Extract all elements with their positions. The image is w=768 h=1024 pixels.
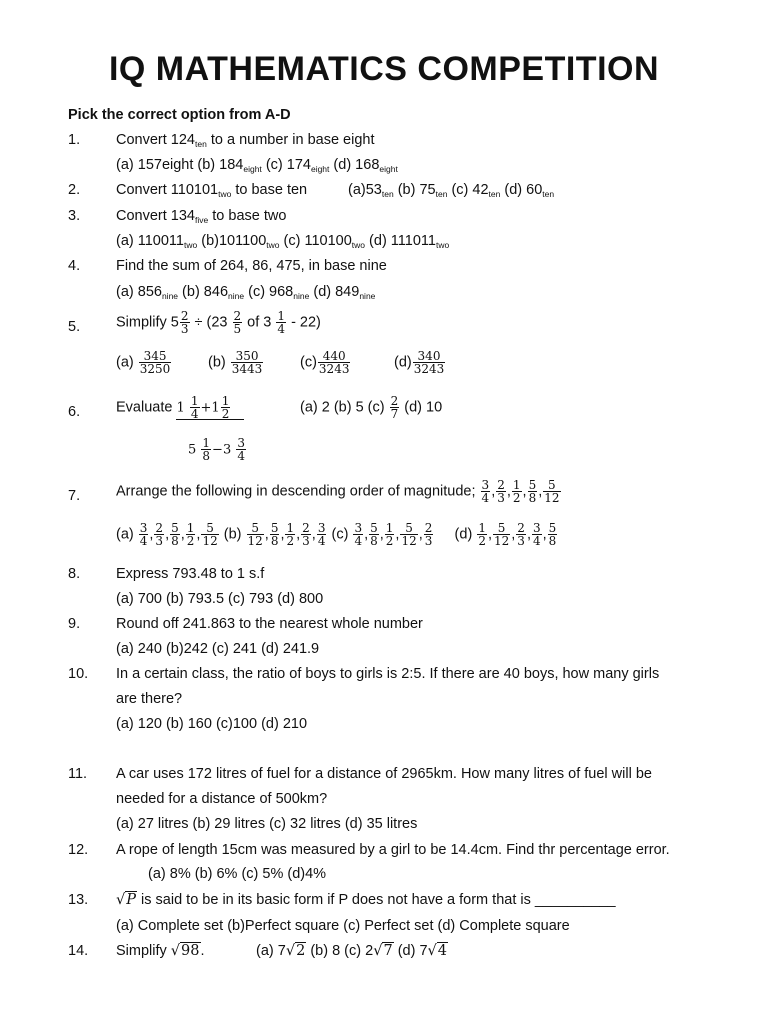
options: (a) $856_{nine}$ (b) $846_{nine}$ (c) $968_{nine}$ (d) $849_{nine}$ [116,284,376,301]
fraction: $\frac{2}{3}$ [180,309,189,336]
options: (a) 700 (b) 793.5 (c) 793 (d) 800 [116,591,324,607]
question-text: are there? [116,691,183,707]
options: (a) Complete set (b)Perfect square (c) Perfect set (d) Complete square [116,918,570,934]
question-number: 6. [68,404,81,420]
page-title: IQ MATHEMATICS COMPETITION [108,50,660,88]
question-number: 10. [68,666,89,682]
question-text: Round off 241.863 to the nearest whole number [116,616,423,632]
option-d: (d) $\frac{340}{3243}$ [394,349,445,376]
option-b: (b) $\frac{350}{3443}$ [208,349,263,376]
options: (a) $110011_{two}$ $(b)101100_{two}$ (c) $110100_{two}$ (d) $111011_{two}$ [116,233,450,250]
question-text: In a certain class, the ratio of boys to girls is 2:5. If there are 40 boys, how many girls [116,666,660,682]
question-text: √P is said to be in its basic form if P does not have a form that is __________ [116,892,616,908]
question-text: Convert $134_{five}$ to base two [116,208,287,225]
question-text: Arrange the following in descending order of magnitude; $\frac{3}{4}$ , $\frac{2}{3}$ , $\frac{1}{2}$ , $\frac{5}{8}$ , $\frac{5}{12}$ [116,478,560,505]
question-number: 2. [68,182,81,198]
question-number: 3. [68,208,81,224]
options: (a) 240 (b)242 (c) 241 (d) 241.9 [116,641,320,657]
question-text: Express 793.48 to 1 s.f [116,566,265,582]
question-text: Convert $124_{ten}$ to a number in base eight [116,132,375,149]
instruction: Pick the correct option from A-D [68,107,291,123]
question-7-options [68,522,738,556]
question-text: Find the sum of 264, 86, 475, in base nine [116,258,387,274]
question-6-denominator: 5 $\frac{1}{8}$ −3 $\frac{3}{4}$ [188,436,245,463]
question-text: needed for a distance of 500km? [116,791,328,807]
question-number: 4. [68,258,81,274]
question-number: 9. [68,616,81,632]
question-7 [68,479,738,513]
sqrt-symbol: √P [116,892,137,908]
question-number: 12. [68,842,89,858]
question-text: Evaluate 1 $\frac{1}{4}$ +1 $\frac{1}{2}$ [116,394,230,421]
options: (a) 27 litres (b) 29 litres (c) 32 litres (d) 35 litres [116,816,418,832]
question-number: 11. [68,766,88,782]
option-c: (c) $\frac{440}{3243}$ [300,349,350,376]
question-5 [68,310,738,344]
option-a: (a) $\frac{345}{3250}$ [116,349,171,376]
options: (a) 8% (b) 6% (c) 5% (d)4% [148,866,327,882]
sqrt-symbol: √98 [170,943,200,959]
options: (a) 120 (b) 160 (c)100 (d) 210 [116,716,308,732]
question-5-options [68,350,738,384]
fraction-bar [176,419,244,420]
question-text: Simplify √98. [116,943,205,959]
options: (a) 157eight (b) $184_{eight}$ (c) $174_{eight}$ (d) $168_{eight}$ [116,157,398,174]
question-text: A car uses 172 litres of fuel for a distance of 2965km. How many litres of fuel will be [116,766,652,782]
question-6 [68,395,738,429]
question-number: 8. [68,566,81,582]
options: (a) 2 (b) 5 (c) $\frac{2}{7}$ (d) 10 [300,394,443,421]
question-number: 7. [68,488,81,504]
fraction: $\frac{2}{5}$ [233,309,242,336]
question-number: 14. [68,943,89,959]
question-number: 13. [68,892,89,908]
question-number: 1. [68,132,81,148]
question-number: 5. [68,319,81,335]
options: (a) 7√2 (b) 8 (c) 2√7 (d) 7√4 [256,943,447,959]
question-text: Convert $110101_{two}$ to base ten [116,182,308,199]
question-text: A rope of length 15cm was measured by a girl to be 14.4cm. Find thr percentage error. [116,842,670,858]
fraction: $\frac{1}{4}$ [277,309,286,336]
options: $(a)53_{ten}$ (b) $75_{ten}$ (c) $42_{ten}$ (d) $60_{ten}$ [348,182,555,199]
options: (a) $\frac{3}{4}$ , $\frac{2}{3}$ , $\frac{5}{8}$ , $\frac{1}{2}$ , $\frac{5}{12}$ (b) $\frac{5}{12}$ , $\frac{5}{8}$ , $\frac{1}{2}$ , $\frac{2}{3}$ , $\frac{3}{4}$ (c) $\frac{3}{4}$ , $\frac{5}{8}$ , $\frac{1}{2}$ , $\frac{5}{12}$ , $\frac{2}{3}$ (d) $\frac{1}{2}$ , $\frac{5}{12}$ , $\frac{2}{3}$ , $\frac{3}{4}$ , $\frac{5}{8}$ [116,521,557,548]
question-text: Simplify 5 $\frac{2}{3}$ ÷ (23 $\frac{2}{5}$ of 3 $\frac{1}{4}$ - 22) [116,309,321,336]
